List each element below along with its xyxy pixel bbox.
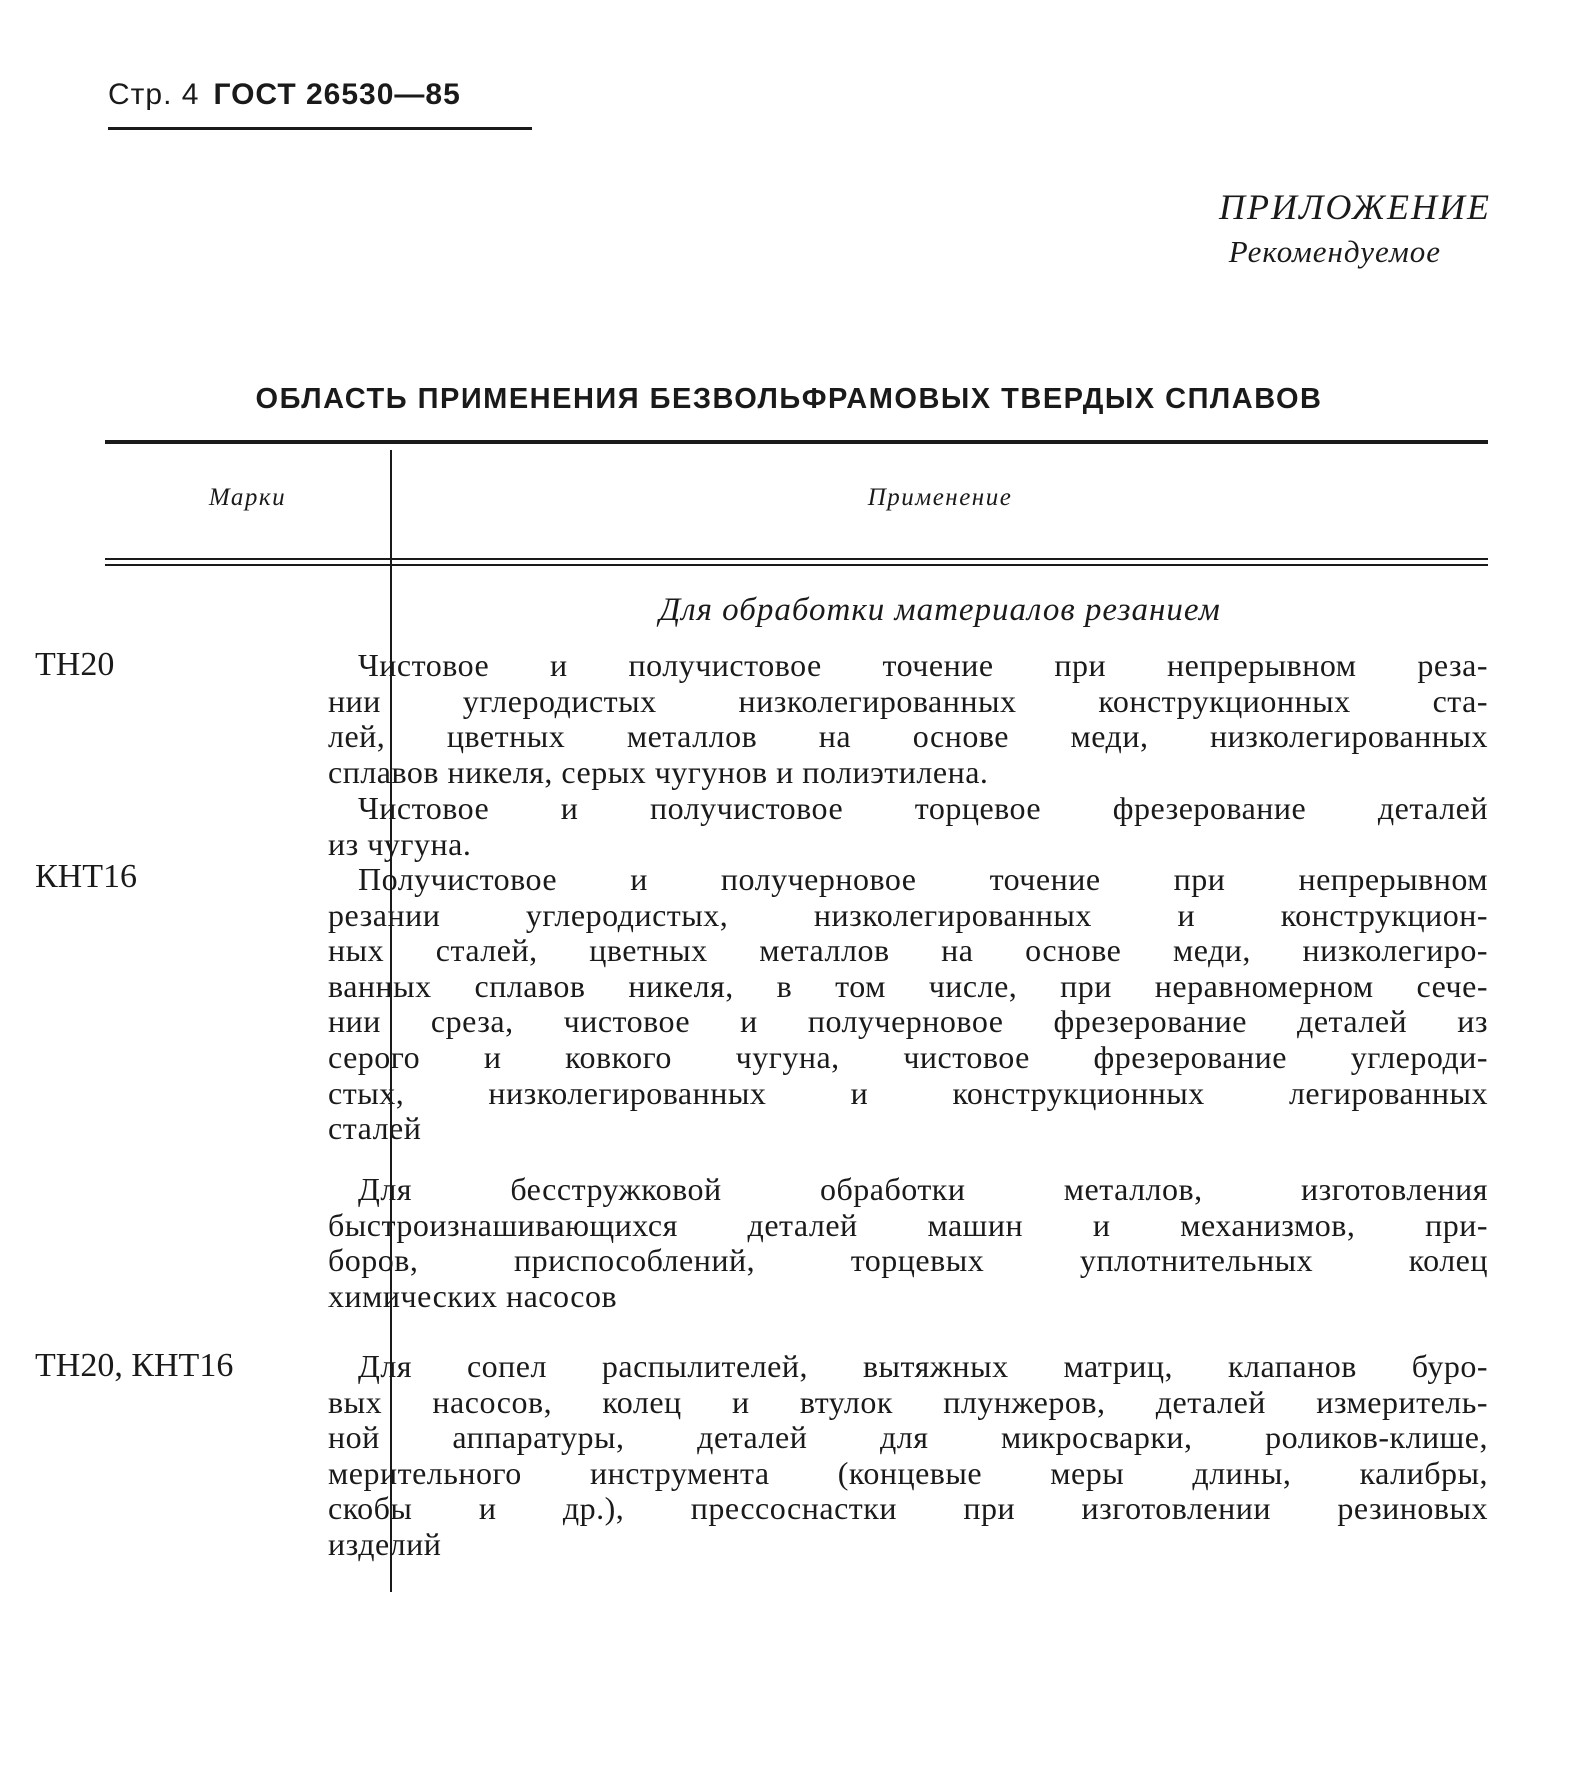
text-line: ванных сплавов никеля, в том числе, при неравномерном сече- bbox=[328, 967, 1488, 1004]
text-line: мерительного инструмента (концевые меры длины, калибры, bbox=[328, 1454, 1488, 1491]
mark-tn20: ТН20 bbox=[35, 646, 115, 683]
text-line: Для сопел распылителей, вытяжных матриц, клапанов буро- bbox=[358, 1348, 1488, 1384]
standard-number: ГОСТ 26530—85 bbox=[213, 78, 461, 111]
mark-knt16: КНТ16 bbox=[35, 858, 137, 895]
header-rule bbox=[108, 127, 532, 130]
text-line: ных сталей, цветных металлов на основе меди, низколегиро- bbox=[328, 932, 1488, 969]
appendix-title: ПРИЛОЖЕНИЕ bbox=[1219, 187, 1491, 227]
text-line: боров, приспособлений, торцевых уплотнительных колец bbox=[328, 1242, 1488, 1279]
text-line: химических насосов bbox=[328, 1277, 618, 1314]
text-line: серого и ковкого чугуна, чистовое фрезерование углероди- bbox=[328, 1038, 1488, 1075]
text-line: Чистовое и получистовое торцевое фрезерование деталей bbox=[358, 790, 1488, 826]
table-top-rule bbox=[105, 440, 1488, 444]
text-line: Чистовое и получистовое точение при непрерывном реза- bbox=[358, 647, 1488, 683]
running-head bbox=[108, 78, 461, 112]
text-line: вых насосов, колец и втулок плунжеров, деталей измеритель- bbox=[328, 1383, 1488, 1420]
text-line: резании углеродистых, низколегированных и конструкцион- bbox=[328, 896, 1488, 933]
text-line: из чугуна. bbox=[328, 825, 472, 862]
appendix-status: Рекомендуемое bbox=[1228, 234, 1441, 269]
text-line: нии среза, чистовое и получерновое фрезерование деталей из bbox=[328, 1003, 1488, 1040]
header-rule-2 bbox=[105, 564, 1488, 566]
text-line: стых, низколегированных и конструкционных легированных bbox=[328, 1074, 1488, 1111]
text-line: сплавов никеля, серых чугунов и полиэтилена. bbox=[328, 753, 989, 790]
text-line: быстроизнашивающихся деталей машин и механизмов, при- bbox=[328, 1206, 1488, 1243]
application-paragraph bbox=[328, 648, 1488, 790]
text-line: сталей bbox=[328, 1110, 422, 1147]
text-line: ной аппаратуры, деталей для микросварки, роликов-клише, bbox=[328, 1419, 1488, 1456]
header-rule-1 bbox=[105, 558, 1488, 560]
text-line: нии углеродистых низколегированных конструкционных ста- bbox=[328, 682, 1488, 719]
page-number: Стр. 4 bbox=[108, 78, 200, 111]
text-line: Получистовое и получерновое точение при непрерывном bbox=[358, 861, 1488, 897]
application-paragraph bbox=[328, 1172, 1488, 1314]
application-paragraph bbox=[328, 1349, 1488, 1563]
application-paragraph bbox=[328, 791, 1488, 862]
header-marks: Марки bbox=[208, 484, 287, 511]
application-paragraph bbox=[328, 862, 1488, 1147]
text-line: изделий bbox=[328, 1525, 442, 1562]
appendix-label bbox=[1219, 186, 1491, 270]
text-line: скобы и др.), прессоснастки при изготовлении резиновых bbox=[328, 1490, 1488, 1527]
header-application: Применение bbox=[867, 484, 1013, 511]
document-title: ОБЛАСТЬ ПРИМЕНЕНИЯ БЕЗВОЛЬФРАМОВЫХ ТВЕРДЫХ СПЛАВОВ bbox=[255, 383, 1323, 415]
mark-tn20-knt16: ТН20, КНТ16 bbox=[35, 1347, 234, 1384]
text-line: лей, цветных металлов на основе меди, низколегированных bbox=[328, 718, 1488, 755]
text-line: Для бесстружковой обработки металлов, изготовления bbox=[358, 1171, 1488, 1207]
section-heading: Для обработки материалов резанием bbox=[659, 592, 1221, 628]
